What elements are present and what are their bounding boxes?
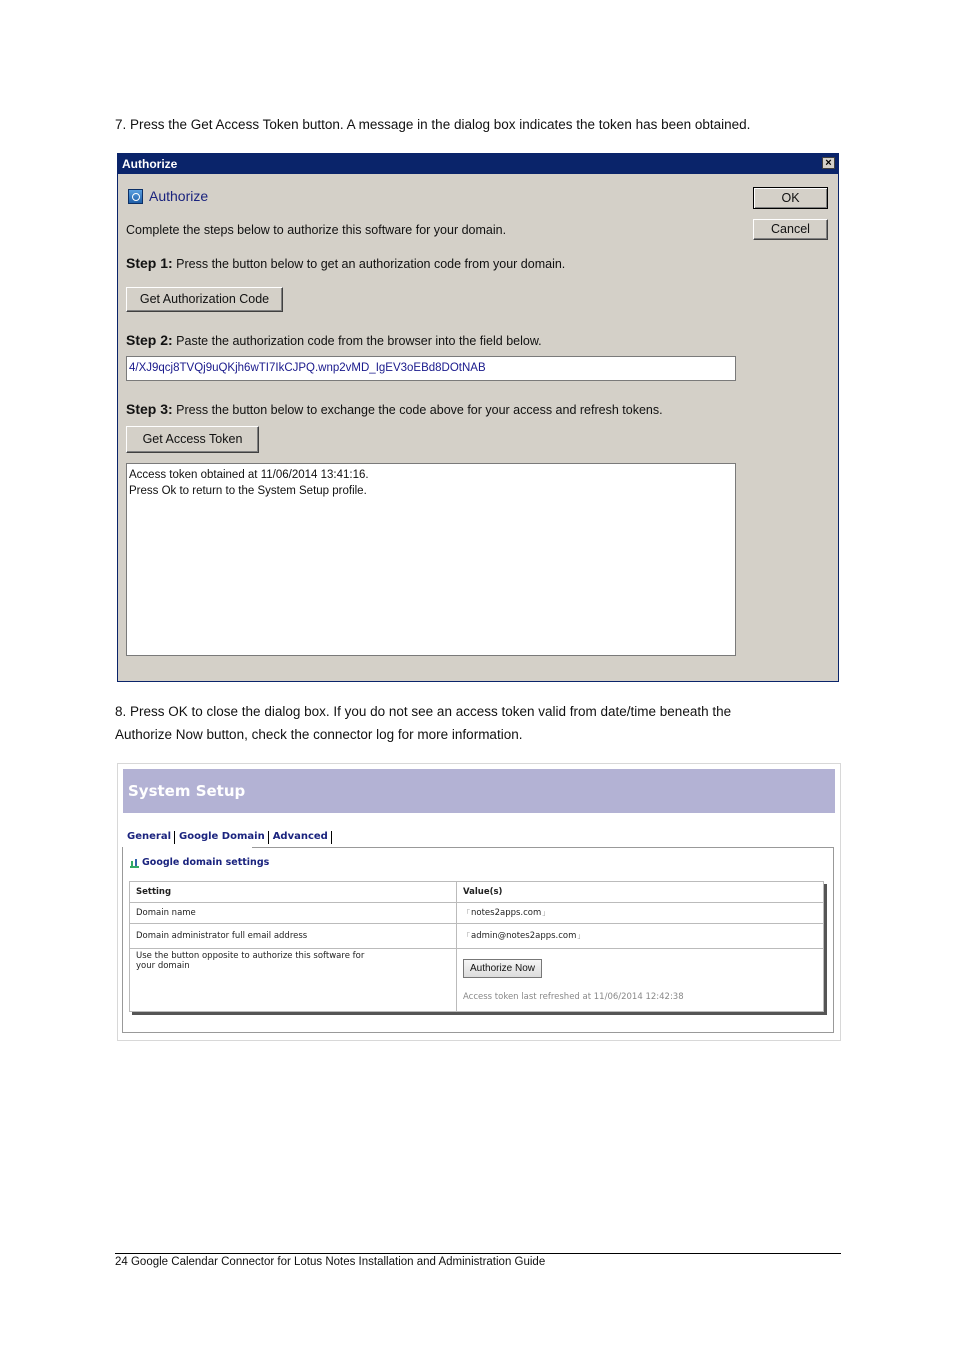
get-authorization-code-button[interactable]: Get Authorization Code xyxy=(126,287,283,312)
table-row xyxy=(130,949,824,1012)
step7-instruction: 7. Press the Get Access Token button. A message in the dialog box indicates the token has been obtained. xyxy=(115,117,751,132)
tab-general[interactable]: General xyxy=(126,831,175,844)
footer-divider xyxy=(115,1253,841,1254)
domain-name-value: notes2apps.com xyxy=(471,908,542,918)
message-line-1: Access token obtained at 11/06/2014 13:41:16. xyxy=(129,469,369,481)
settings-table xyxy=(129,881,824,1012)
message-line-2: Press Ok to return to the System Setup profile. xyxy=(129,485,367,497)
authorize-dialog xyxy=(117,153,839,682)
step8-instruction-line1: 8. Press OK to close the dialog box. If you do not see an access token valid from date/time beneath the xyxy=(115,704,732,719)
step1-desc: Press the button below to get an authorization code from your domain. xyxy=(172,257,566,271)
dialog-title: Authorize xyxy=(122,157,178,171)
header-setting: Setting xyxy=(130,882,457,903)
tab-google-domain[interactable]: Google Domain xyxy=(178,831,269,844)
tab-bar xyxy=(126,831,335,844)
section-title xyxy=(130,857,269,868)
step2-label: Step 2: xyxy=(126,332,173,348)
dialog-title-bar xyxy=(118,154,838,174)
admin-email-field[interactable]: 「 admin@notes2apps.com 」 xyxy=(457,924,824,949)
step3-text xyxy=(126,401,663,417)
intro-text: Complete the steps below to authorize this software for your domain. xyxy=(126,223,507,237)
section-title-text: Google domain settings xyxy=(142,857,270,868)
close-icon[interactable]: × xyxy=(822,157,835,169)
step8-instruction-line2: Authorize Now button, check the connector log for more information. xyxy=(115,727,523,742)
get-access-token-button[interactable]: Get Access Token xyxy=(126,426,259,453)
page-footer: 24 Google Calendar Connector for Lotus Notes Installation and Administration Guide xyxy=(115,1256,546,1268)
header-values: Value(s) xyxy=(457,882,824,903)
table-row xyxy=(130,924,824,949)
tab-advanced[interactable]: Advanced xyxy=(272,831,332,844)
message-box xyxy=(126,463,736,656)
setting-authorize: Use the button opposite to authorize this software for your domain xyxy=(130,949,457,1012)
dialog-heading-text: Authorize xyxy=(149,188,209,204)
authorize-cell xyxy=(457,949,824,1012)
system-setup-screenshot xyxy=(117,763,841,1041)
authorize-icon xyxy=(128,189,143,204)
authorize-now-button[interactable]: Authorize Now xyxy=(463,959,542,978)
setting-domain-name: Domain name xyxy=(130,903,457,924)
domain-name-field[interactable]: 「 notes2apps.com 」 xyxy=(457,903,824,924)
refresh-status-text: Access token last refreshed at 11/06/2014 12:42:38 xyxy=(463,992,684,1002)
table-header-row xyxy=(130,882,824,903)
step2-desc: Paste the authorization code from the browser into the field below. xyxy=(172,334,542,348)
step3-desc: Press the button below to exchange the code above for your access and refresh tokens. xyxy=(172,403,663,417)
dialog-heading xyxy=(128,188,208,204)
setting-admin-email: Domain administrator full email address xyxy=(130,924,457,949)
step3-label: Step 3: xyxy=(126,401,173,417)
system-setup-banner: System Setup xyxy=(123,769,835,813)
chart-icon xyxy=(130,858,139,868)
step1-label: Step 1: xyxy=(126,255,173,271)
cancel-button[interactable]: Cancel xyxy=(753,219,828,240)
ok-button[interactable]: OK xyxy=(753,187,828,209)
admin-email-value: admin@notes2apps.com xyxy=(471,931,577,941)
step1-text xyxy=(126,255,565,271)
table-row xyxy=(130,903,824,924)
authorization-code-input[interactable]: 4/XJ9qcj8TVQj9uQKjh6wTI7IkCJPQ.wnp2vMD_IgEV3oEBd8DOtNAB xyxy=(126,356,736,381)
step2-text xyxy=(126,332,542,348)
